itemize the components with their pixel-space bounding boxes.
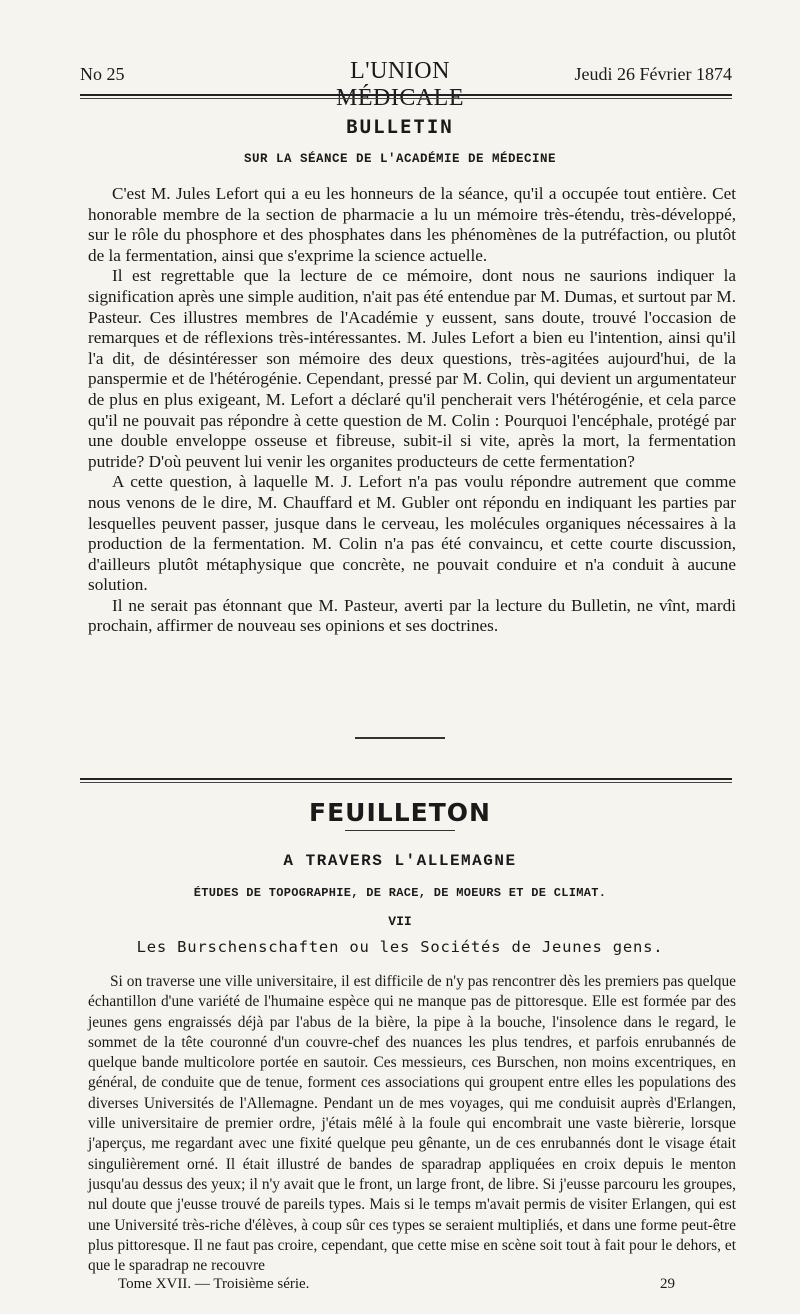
feuilleton-rule-thin	[80, 782, 732, 783]
section-end-rule	[355, 737, 445, 739]
feuilleton-rule	[80, 778, 732, 780]
bulletin-paragraph: Il est regrettable que la lecture de ce mémoire, dont nous ne saurions indiquer la signification après une simple audition, n'ait pas été entendue par M. Dumas, et surtout par M. Pasteur. Ces illustres membres de l'Académie y eussent, sans doute, trouvé l'occasion de remarques et de réflexions très-intéressantes. M. Jules Lefort a bien eu l'intention, ainsi qu'il l'a dit, de désintéresser son mémoire des deux questions, très-agitées aujourd'hui, de la panspermie et de l'hétérogénie. Cependant, pressé par M. Colin, qui devient un argumentateur de plus en plus exigeant, M. Lefort a déclaré qu'il pencherait vers l'hétérogénie, et cela parce qu'il ne pouvait pas répondre à cette question de M. Colin : Pourquoi l'encéphale, protégé par une double enveloppe osseuse et fibreuse, subit-il si vite, après la mort, la fermentation putride? D'où peuvent lui venir les organites producteurs de cette fermentation?	[88, 266, 736, 471]
bulletin-subtitle: SUR LA SÉANCE DE L'ACADÉMIE DE MÉDECINE	[243, 152, 557, 166]
bulletin-paragraph: Il ne serait pas étonnant que M. Pasteur, averti par la lecture du Bulletin, ne vînt, mardi prochain, affirmer de nouveau ses opinions et ses doctrines.	[88, 595, 736, 636]
bulletin-title: BULLETIN	[346, 116, 454, 138]
issue-date: Jeudi 26 Février 1874	[574, 64, 732, 84]
bulletin-paragraph: C'est M. Jules Lefort qui a eu les honneurs de la séance, qu'il a occupée tout entière. Cet honorable membre de la section de pharmacie a lu un mémoire très-étendu, très-développé, sur le rôle du phosphore et des phosphates dans les phénomènes de la putréfaction, ou plutôt de la fermentation, ainsi que s'exprime la science actuelle.	[88, 184, 736, 265]
page-number: 29	[660, 1276, 675, 1292]
chapter-title: Les Burschenschaften ou les Sociétés de Jeunes gens.	[136, 938, 664, 956]
header-rule	[80, 94, 732, 96]
chapter-number: VII	[388, 914, 412, 929]
feuilleton-paragraph: Si on traverse une ville universitaire, il est difficile de n'y pas rencontrer dès les premiers pas quelque échantillon d'une variété de l'humaine espèce qui ne manque pas de pittoresque. Elle est formée par des jeunes gens engraissés déjà par l'abus de la bière, la pipe à la bouche, l'insolence dans le regard, le sommet de la tête couronné d'un couvre-chef des nuances les plus tendres, et parfois enrubannés de quelque bande multicolore portée en sautoir. Ces messieurs, ces Burschen, non moins excentriques, en général, de conduite que de tenue, forment ces associations qui groupent entre elles les populations des diverses Universités de l'Allemagne. Pendant un de mes voyages, qui me conduisit auprès d'Erlangen, ville universitaire de premier ordre, j'étais mêlé à la foule qui encombrait une vaste bièrerie, lorsque j'aperçus, me regardant avec une fixité quelque peu gênante, un de ces enrubannés dont le visage était singulièrement orné. Il était illustré de bandes de sparadrap appliquées en croix depuis le menton jusqu'au dessus des yeux; il n'y avait que le front, un large front, de libre. Si j'eusse parcouru les groupes, nul doute que j'eusse trouvé de pareils types. Mais si le temps m'avait permis de visiter Erlangen, qui est une Université très-riche d'élèves, à coup sûr ces types se seraient multipliés, et dans une forme peut-être plus pittoresque. Il ne faut pas croire, cependant, que cette mise en scène soit tout à fait pour le dehors, et que le sparadrap ne recouvre	[88, 973, 736, 1275]
bulletin-body	[88, 184, 736, 637]
feuilleton-body	[88, 972, 736, 1276]
feuilleton-heading: A TRAVERS L'ALLEMAGNE	[283, 852, 517, 870]
issue-number: No 25	[80, 64, 125, 84]
feuilleton-title: FEUILLETON	[309, 798, 491, 827]
header-rule-thin	[80, 98, 732, 99]
journal-title: L'UNION MÉDICALE	[336, 58, 464, 111]
page-header	[80, 58, 732, 111]
feuilleton-subheading: ÉTUDES DE TOPOGRAPHIE, DE RACE, DE MOEURS ET DE CLIMAT.	[193, 886, 607, 900]
feuilleton-title-rule	[345, 830, 455, 831]
footer-tome: Tome XVII. — Troisième série.	[118, 1276, 310, 1292]
bulletin-paragraph: A cette question, à laquelle M. J. Lefort n'a pas voulu répondre autrement que comme nous venons de le dire, M. Chauffard et M. Gubler ont répondu en indiquant les parties par lesquelles peuvent passer, jusque dans le cerveau, les molécules organiques nécessaires à la production de la fermentation. M. Colin n'a pas été convaincu, et cette courte discussion, d'ailleurs plutôt métaphysique que concrète, ne pouvait conduire et n'a conduit à aucune solution.	[88, 472, 736, 595]
